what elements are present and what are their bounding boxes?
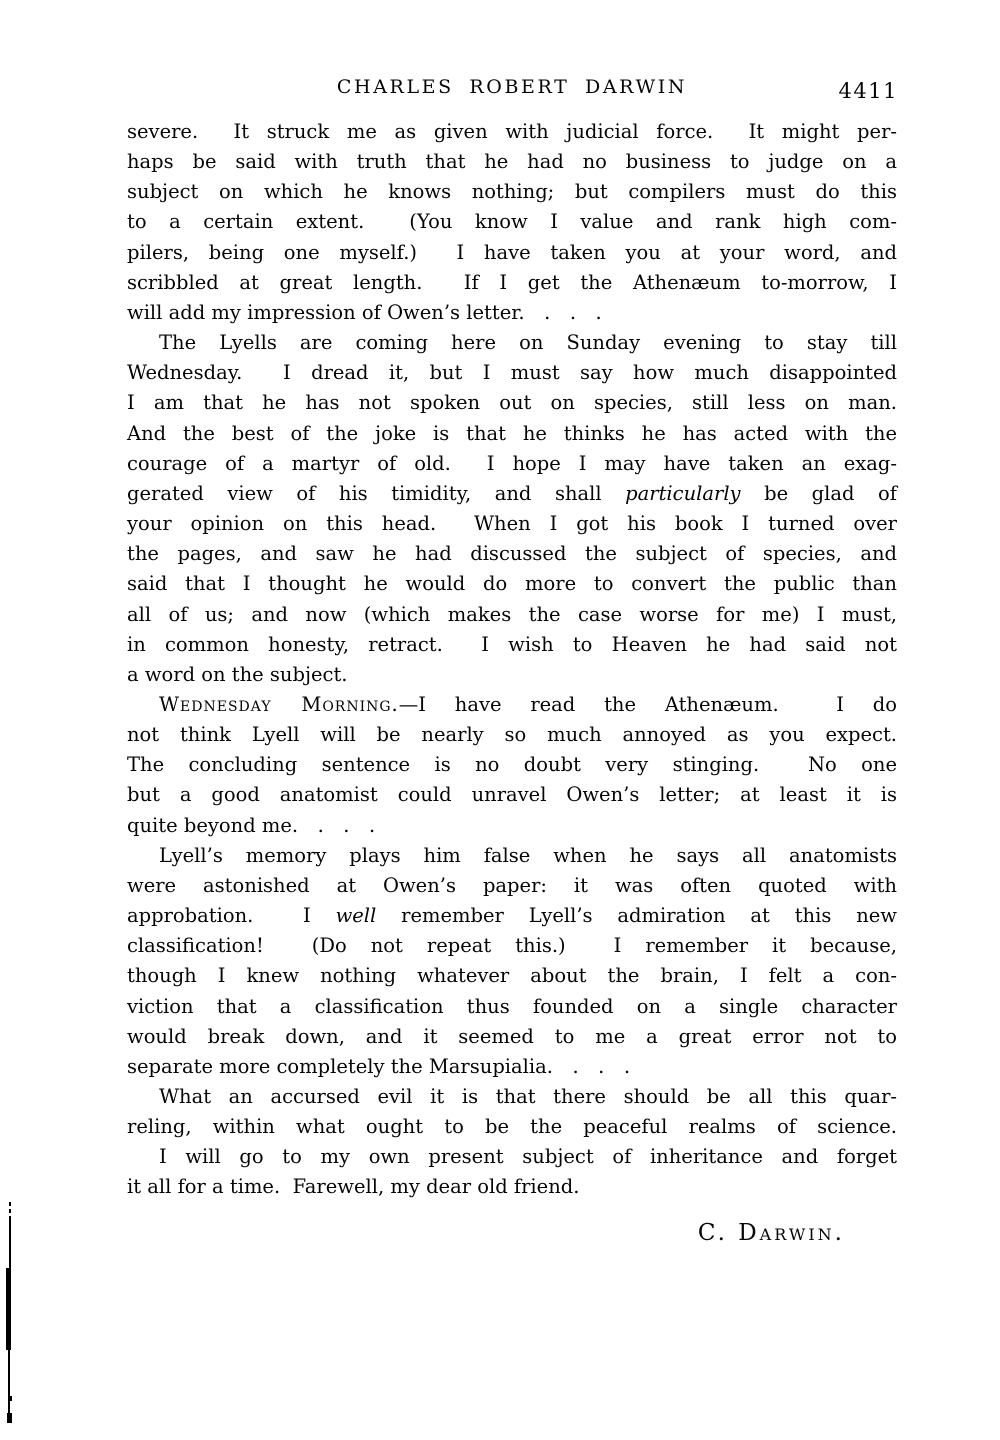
text-segment: severe. It struck me as given with judicial force. It might per- [127, 120, 897, 143]
text-line [127, 750, 897, 780]
scan-artifact-mark [8, 1350, 10, 1398]
text-segment: said that I thought he would do more to convert the public than [127, 572, 897, 596]
text-segment: in common honesty, retract. I wish to Heaven he had said not [127, 632, 897, 656]
text-segment: gerated view of his timidity, and shall [127, 481, 626, 505]
text-line [127, 690, 897, 720]
text-line [127, 871, 897, 901]
text-segment: would break down, and it seemed to me a great error not to [127, 1024, 897, 1048]
text-segment: What an accursed evil it is that there should be all this quar- [159, 1085, 897, 1108]
text-segment: The Lyells are coming here on Sunday evening to stay till [159, 331, 897, 355]
page-number: 4411 [838, 79, 898, 103]
text-segment: it all for a time. Farewell, my dear old friend. [127, 1175, 580, 1199]
scan-artifact-mark [9, 1216, 11, 1268]
text-line [127, 539, 897, 569]
text-line [127, 630, 897, 660]
text-line [127, 147, 897, 177]
text-segment: not think Lyell will be nearly so much annoyed as you expect. [127, 723, 897, 747]
text-segment: haps be said with truth that he had no business to judge on a [127, 150, 897, 174]
text-segment: all of us; and now (which makes the case worse for me) I must, [127, 602, 897, 626]
text-segment: to a certain extent. (You know I value and rank high com- [127, 210, 897, 234]
text-line [127, 961, 897, 991]
text-line [127, 419, 897, 449]
text-line [127, 1112, 897, 1142]
text-segment: scribbled at great length. If I get the Athenæum to-morrow, I [127, 270, 897, 294]
text-segment: The concluding sentence is no doubt very stinging. No one [127, 753, 897, 777]
running-header [0, 76, 1000, 106]
text-line [127, 509, 897, 539]
text-segment: Lyell’s memory plays him false when he says all anatomists [159, 843, 897, 867]
text-line [127, 177, 897, 207]
signature [698, 1220, 845, 1246]
scan-artifact-mark [8, 1400, 10, 1414]
scan-artifact-mark [9, 1202, 11, 1206]
text-line [127, 811, 897, 841]
text-line [127, 901, 897, 931]
letter-body [127, 117, 897, 1203]
text-line [127, 569, 897, 599]
text-segment: though I knew nothing whatever about the brain, I felt a con- [127, 964, 897, 988]
text-segment: separate more completely the Marsupialia. . . . [127, 1054, 631, 1078]
scan-artifact-mark [9, 1209, 11, 1213]
page-title: CHARLES ROBERT DARWIN [336, 76, 688, 98]
text-line [127, 931, 897, 961]
text-line [127, 207, 897, 237]
text-segment: Wednesday. I dread it, but I must say how much disappointed [127, 361, 897, 385]
text-segment: —I have read the Athenæum. I do [398, 692, 897, 716]
text-segment: will add my impression of Owen’s letter. . . . [127, 300, 602, 324]
text-line [127, 298, 897, 328]
italic-text: well [335, 904, 377, 928]
text-line [127, 479, 897, 509]
text-segment: but a good anatomist could unravel Owen’s letter; at least it is [127, 783, 897, 807]
text-line [127, 268, 897, 298]
text-line [127, 720, 897, 750]
text-line [127, 992, 897, 1022]
text-segment: a word on the subject. [127, 662, 348, 686]
text-segment: subject on which he knows nothing; but compilers must do this [127, 180, 897, 204]
text-segment: your opinion on this head. When I got his book I turned over [127, 512, 897, 536]
text-line [127, 1172, 897, 1202]
text-line [127, 660, 897, 690]
text-segment: be glad of [740, 481, 897, 505]
text-line [127, 358, 897, 388]
text-segment: the pages, and saw he had discussed the subject of species, and [127, 542, 897, 566]
text-line [127, 1052, 897, 1082]
text-segment: pilers, being one myself.) I have taken you at your word, and [127, 240, 897, 264]
signature-text: C. Darwin. [697, 1220, 845, 1246]
text-line [127, 117, 897, 147]
text-line [127, 449, 897, 479]
text-line [127, 600, 897, 630]
scan-artifact-mark [6, 1268, 11, 1350]
text-line [127, 328, 897, 358]
text-segment: And the best of the joke is that he thinks he has acted with the [127, 421, 897, 445]
text-segment: courage of a martyr of old. I hope I may have taken an exag- [127, 451, 897, 475]
text-line [127, 841, 897, 871]
text-segment: viction that a classification thus founded on a single character [127, 994, 897, 1018]
text-segment: were astonished at Owen’s paper: it was often quoted with [127, 873, 897, 897]
text-segment: classification! (Do not repeat this.) I remember it because, [127, 934, 897, 958]
text-segment: reling, within what ought to be the peaceful realms of science. [127, 1115, 897, 1139]
text-line [127, 780, 897, 810]
text-line [127, 1022, 897, 1052]
text-segment: remember Lyell’s admiration at this new [376, 904, 897, 928]
text-line [127, 388, 897, 418]
text-segment: approbation. I [127, 904, 336, 928]
text-segment: I am that he has not spoken out on species, still less on man. [127, 391, 897, 415]
text-segment: I will go to my own present subject of inheritance and forget [159, 1145, 897, 1169]
text-segment: quite beyond me. . . . [127, 813, 376, 837]
italic-text: particularly [625, 481, 741, 505]
text-line [127, 1142, 897, 1172]
scan-artifact-mark [7, 1413, 12, 1423]
text-line [127, 238, 897, 268]
smallcaps-text: Wednesday Morning. [159, 692, 399, 716]
text-line [127, 1082, 897, 1112]
